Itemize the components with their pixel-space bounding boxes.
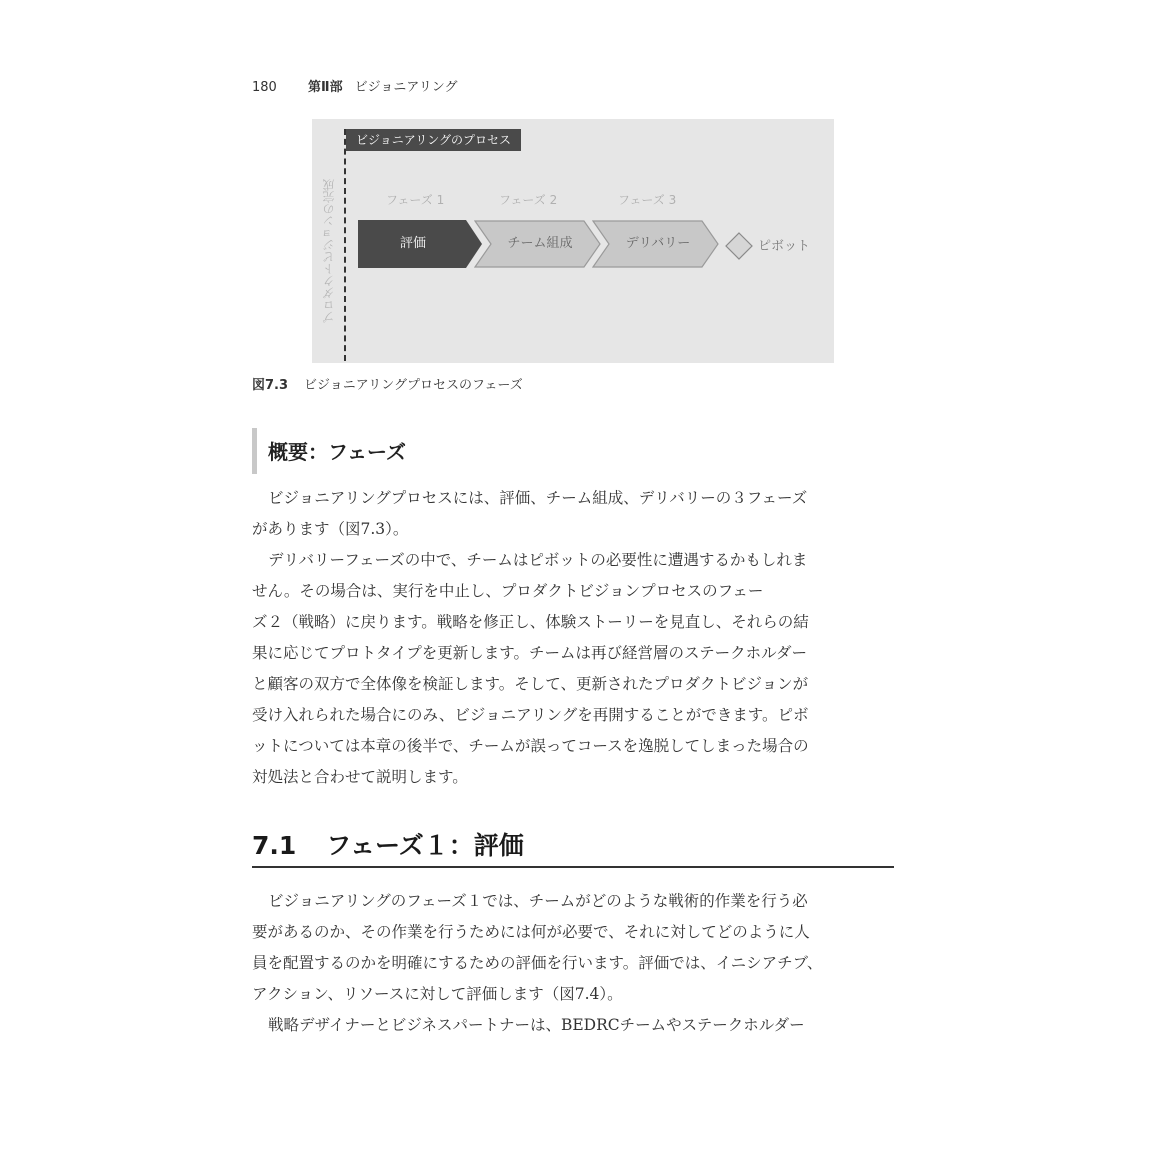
text-line: ビジョニアリングプロセスには、評価、チーム組成、デリバリーの３フェーズ: [268, 489, 808, 507]
text-line: アクション、リソースに対して評価します（図7.4）。: [252, 985, 623, 1003]
text-line: があります（図7.3）。: [252, 520, 409, 538]
text-line: 要があるのか、その作業を行うためには何が必要で、それに対してどのように人: [252, 923, 810, 941]
text-line: 戦略デザイナーとビジネスパートナーは、BEDRCチームやステークホルダー: [268, 1016, 805, 1034]
pivot-diamond-icon: [725, 232, 753, 260]
text-line: せん。その場合は、実行を中止し、プロダクトビジョンプロセスのフェー: [252, 582, 764, 600]
text-line: 果に応じてプロトタイプを更新します。チームは再び経営層のステークホルダー: [252, 644, 808, 662]
part-label: 第Ⅱ部: [308, 80, 343, 95]
paragraph: [252, 545, 894, 793]
phase-2-label: フェーズ 2: [499, 193, 558, 207]
text-line: と顧客の双方で全体像を検証します。そして、更新されたプロダクトビジョンが: [252, 675, 809, 693]
pivot-label: ピボット: [758, 239, 811, 254]
chapter-heading: [252, 826, 524, 862]
dashed-divider: [344, 129, 346, 361]
section-heading-bar: [252, 428, 257, 474]
figure-caption: [252, 374, 523, 393]
text-line: ットについては本章の後半で、チームが誤ってコースを逸脱してしまった場合の: [252, 737, 809, 755]
header-title: ビジョニアリング: [354, 80, 458, 95]
figure-side-label: プロダクトビジョンの完成: [322, 179, 336, 323]
paragraph: [252, 886, 894, 1010]
paragraph: [252, 1010, 894, 1041]
text-line: デリバリーフェーズの中で、チームはピボットの必要性に遭遇するかもしれま: [268, 551, 808, 569]
phase-1-name: 評価: [399, 236, 426, 251]
page-number: 180: [252, 80, 277, 95]
phase-1-label: フェーズ 1: [386, 193, 445, 207]
figure-caption-text: ビジョニアリングプロセスのフェーズ: [304, 378, 523, 393]
text-line: 対処法と合わせて説明します。: [252, 768, 468, 786]
text-line: 受け入れられた場合にのみ、ビジョニアリングを再開することができます。ピボ: [252, 706, 809, 724]
figure-title: ビジョニアリングのプロセス: [346, 129, 521, 151]
running-header: [252, 76, 458, 95]
figure-number: 図7.3: [252, 378, 289, 393]
chapter-title: フェーズ１：評価: [326, 831, 524, 860]
phase-3-label: フェーズ 3: [618, 193, 677, 207]
phase-3-name: デリバリー: [625, 236, 691, 251]
phase-2-name: チーム組成: [507, 236, 573, 251]
process-figure: [312, 119, 834, 363]
text-line: ビジョニアリングのフェーズ１では、チームがどのような戦術的作業を行う必: [268, 892, 808, 910]
chapter-number: 7.1: [252, 831, 297, 860]
text-line: 員を配置するのかを明確にするための評価を行います。評価では、イニシアチブ、: [252, 954, 823, 972]
paragraph: [252, 483, 894, 545]
section-heading: 概要：フェーズ: [268, 440, 406, 464]
text-line: ズ２（戦略）に戻ります。戦略を修正し、体験ストーリーを見直し、それらの結: [252, 613, 809, 631]
chapter-heading-rule: [252, 866, 894, 868]
